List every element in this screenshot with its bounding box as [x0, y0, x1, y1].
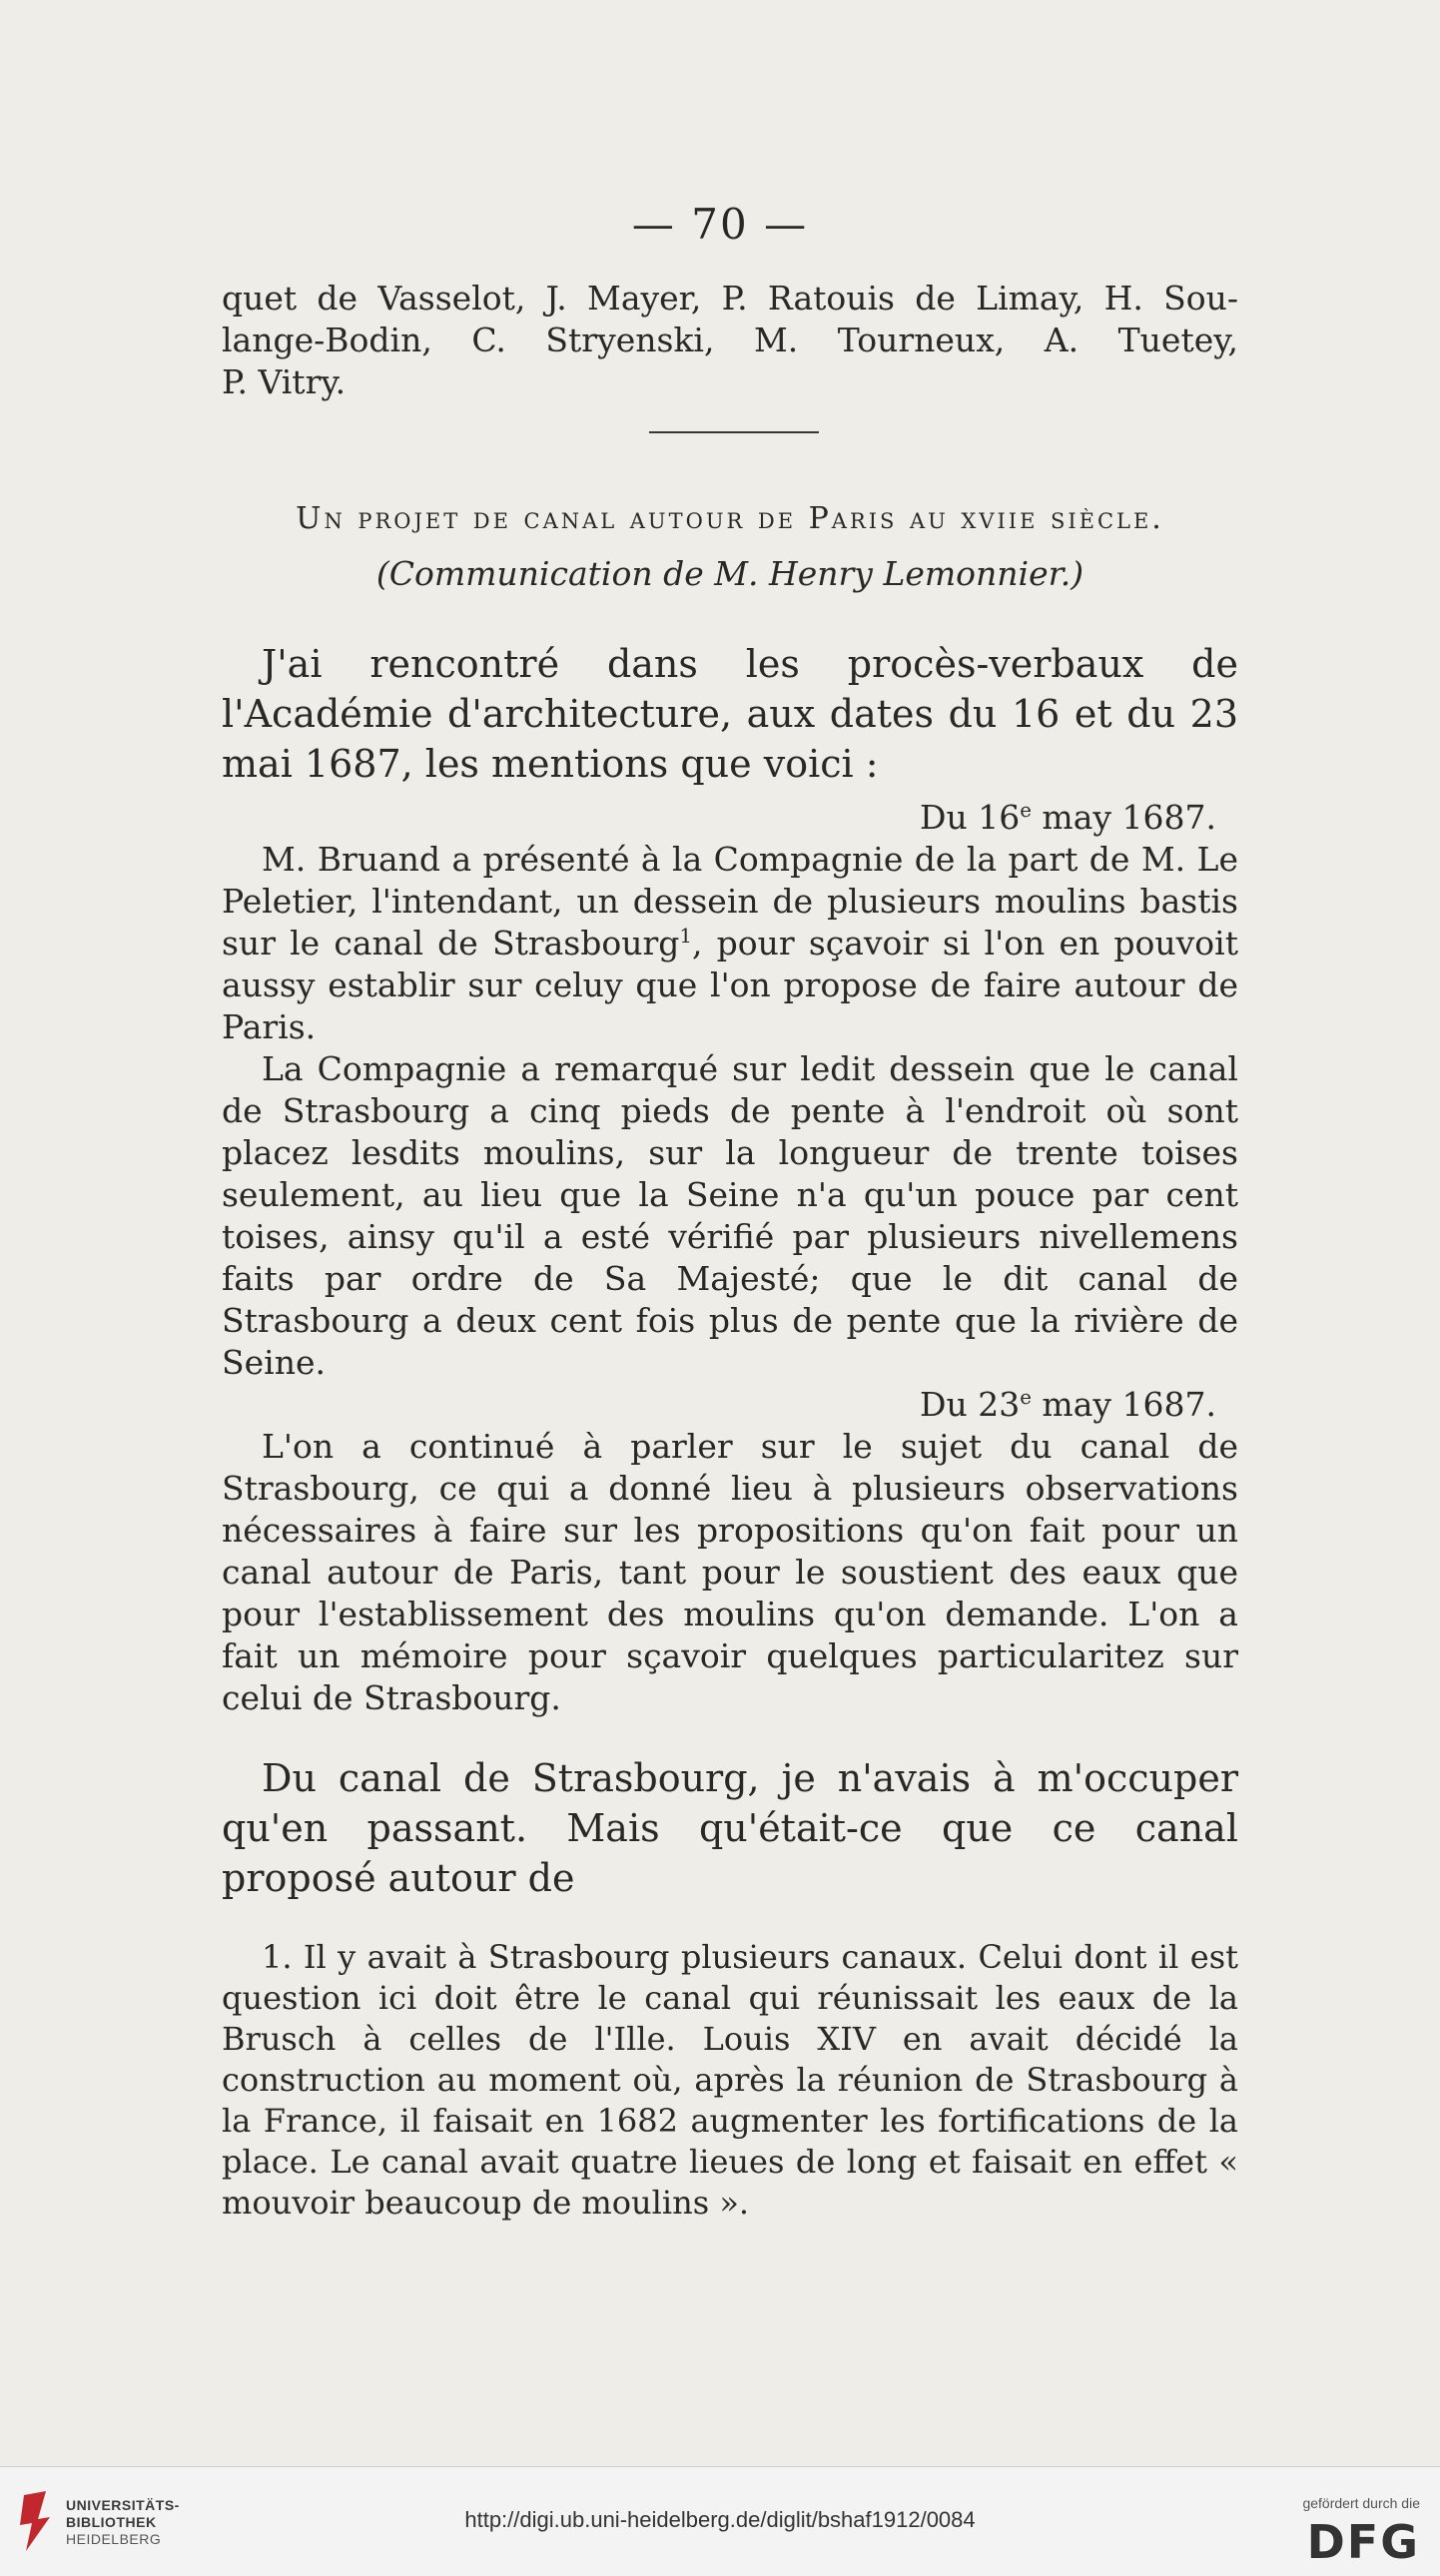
- intro-line-3: P. Vitry.: [222, 362, 347, 401]
- paragraph-2: [222, 839, 1238, 1048]
- section-subheading: (Communication de M. Henry Lemonnier.): [375, 554, 1084, 593]
- intro-line-1: quet de Vasselot, J. Mayer, P. Ratouis de Limay, H. Sou-: [222, 279, 1238, 318]
- logo-line-2: BIBLIOTHEK: [66, 2514, 157, 2530]
- paragraph-3: La Compagnie a remarqué sur ledit dessein que le canal de Strasbourg a cinq pieds de pente à l'endroit où sont placez lesdits moulins, sur la longueur de trente toises seulement, au lieu que la Seine n'a qu'un pouce par cent toises, ainsy qu'il a esté vérifié par plusieurs nivellemens faits par ordre de Sa Majesté; que le dit canal de Strasbourg a deux cent fois plus de pente que la rivière de Seine.: [222, 1049, 1238, 1382]
- funded-by-label: gefördert durch die: [1302, 2495, 1420, 2511]
- permalink-url[interactable]: http://digi.ub.uni-heidelberg.de/diglit/bshaf1912/0084: [464, 2507, 976, 2532]
- section-divider: [649, 431, 819, 433]
- date-2-rest: may 1687.: [1031, 1385, 1216, 1424]
- body-text: [222, 639, 1238, 2224]
- viewer-footer: [0, 2466, 1440, 2576]
- footnote: 1. Il y avait à Strasbourg plusieurs canaux. Celui dont il est question ici doit être le canal qui réunissait les eaux de la Brusch à celles de l'Ille. Louis XIV en avait décidé la construction au moment où, après la réunion de Strasbourg à la France, il faisait en 1682 augmenter les fortifications de la place. Le canal avait quatre lieues de long et faisait en effet « mouvoir beaucoup de moulins ».: [222, 1938, 1238, 2222]
- section-heading: Un projet de canal autour de Paris au xviie siècle.: [296, 501, 1164, 536]
- paragraph-4: L'on a continué à parler sur le sujet du canal de Strasbourg, ce qui a donné lieu à plusieurs observations nécessaires à faire sur les propositions qu'on fait pour un canal autour de Paris, tant pour le soustient des eaux que pour l'establissement des moulins qu'on demande. L'on a fait un mémoire pour sçavoir quelques particularitez sur celui de Strasbourg.: [222, 1427, 1238, 1717]
- date-1: [222, 797, 1238, 839]
- footnote-ref[interactable]: 1: [679, 925, 692, 948]
- dfg-logo: DFG: [1306, 2515, 1420, 2569]
- date-1-sup: e: [1020, 799, 1032, 822]
- paragraph-5: Du canal de Strasbourg, je n'avais à m'occuper qu'en passant. Mais qu'était-ce que ce canal proposé autour de: [222, 1756, 1238, 1900]
- paragraph-1: J'ai rencontré dans les procès-verbaux de l'Académie d'architecture, aux dates du 16 et du 23 mai 1687, les mentions que voici :: [222, 642, 1238, 786]
- date-2: [222, 1384, 1238, 1426]
- date-1-rest: may 1687.: [1031, 798, 1216, 837]
- logo-line-1: UNIVERSITÄTS-: [66, 2497, 180, 2513]
- intro-block: [222, 278, 1238, 403]
- date-2-sup: e: [1020, 1386, 1032, 1409]
- logo-line-3: HEIDELBERG: [66, 2531, 162, 2547]
- paragraph-2-text: M. Bruand a présenté à la Compagnie de la part de M. Le Peletier, l'intendant, un dessein de plusieurs moulins bastis sur le canal de Strasbourg: [222, 840, 1238, 963]
- page-number: — 70 —: [631, 200, 809, 249]
- intro-line-2: lange-Bodin, C. Stryenski, M. Tourneux, A. Tuetey,: [222, 321, 1238, 359]
- date-1-day: Du 16: [920, 798, 1021, 837]
- date-2-day: Du 23: [920, 1385, 1021, 1424]
- paragraph-2-rest: , pour sçavoir si l'on en pouvoit aussy establir sur celuy que l'on propose de faire autour de Paris.: [222, 924, 1238, 1046]
